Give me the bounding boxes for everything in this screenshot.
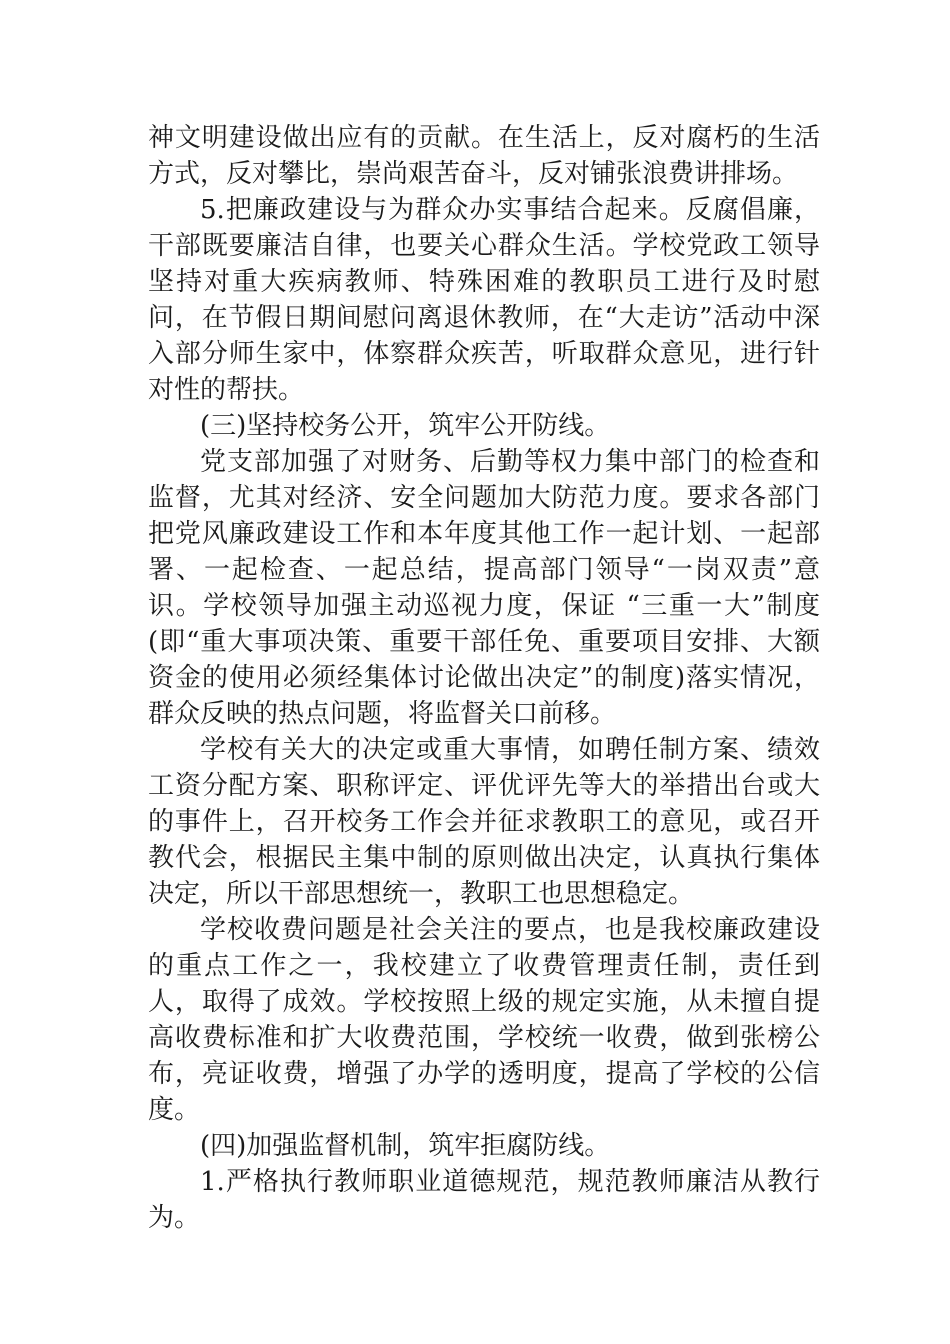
paragraph-8: 1.严格执行教师职业道德规范，规范教师廉洁从教行为。 xyxy=(148,1167,820,1233)
paragraph-4: 党支部加强了对财务、后勤等权力集中部门的检查和监督，尤其对经济、安全问题加大防范力度。要求各部门把党风廉政建设工作和本年度其他工作一起计划、一起部署、一起检查、一起总结，提高部门领导“一岗双责”意识。学校领导加强主动巡视力度，保证 “三重一大”制度(即“重大事项决策、重要干部任免、重要项目安排、大额资金的使用必须经集体讨论做出决定”的制度)落实情况，群众反映的热点问题，将监督关口前移。 xyxy=(148,447,820,729)
paragraph-6: 学校收费问题是社会关注的要点，也是我校廉政建设的重点工作之一，我校建立了收费管理责任制，责任到人，取得了成效。学校按照上级的规定实施，从未擅自提高收费标准和扩大收费范围，学校统一收费，做到张榜公布，亮证收费，增强了办学的透明度，提高了学校的公信度。 xyxy=(148,915,820,1125)
section-heading-3: (三)坚持校务公开，筑牢公开防线。 xyxy=(200,411,611,441)
paragraph-2: 5.把廉政建设与为群众办实事结合起来。反腐倡廉，干部既要廉洁自律，也要关心群众生活。学校党政工领导坚持对重大疾病教师、特殊困难的教职员工进行及时慰问，在节假日期间慰问离退休教师，在“大走访”活动中深入部分师生家中，体察群众疾苦，听取群众意见，进行针对性的帮扶。 xyxy=(148,195,820,405)
paragraph-1: 神文明建设做出应有的贡献。在生活上，反对腐朽的生活方式，反对攀比，崇尚艰苦奋斗，反对铺张浪费讲排场。 xyxy=(148,123,820,189)
document-page xyxy=(148,120,820,1236)
section-heading-4: (四)加强监督机制，筑牢拒腐防线。 xyxy=(200,1131,611,1161)
paragraph-5: 学校有关大的决定或重大事情，如聘任制方案、绩效工资分配方案、职称评定、评优评先等大的举措出台或大的事件上，召开校务工作会并征求教职工的意见，或召开教代会，根据民主集中制的原则做出决定，认真执行集体决定，所以干部思想统一，教职工也思想稳定。 xyxy=(148,735,820,909)
